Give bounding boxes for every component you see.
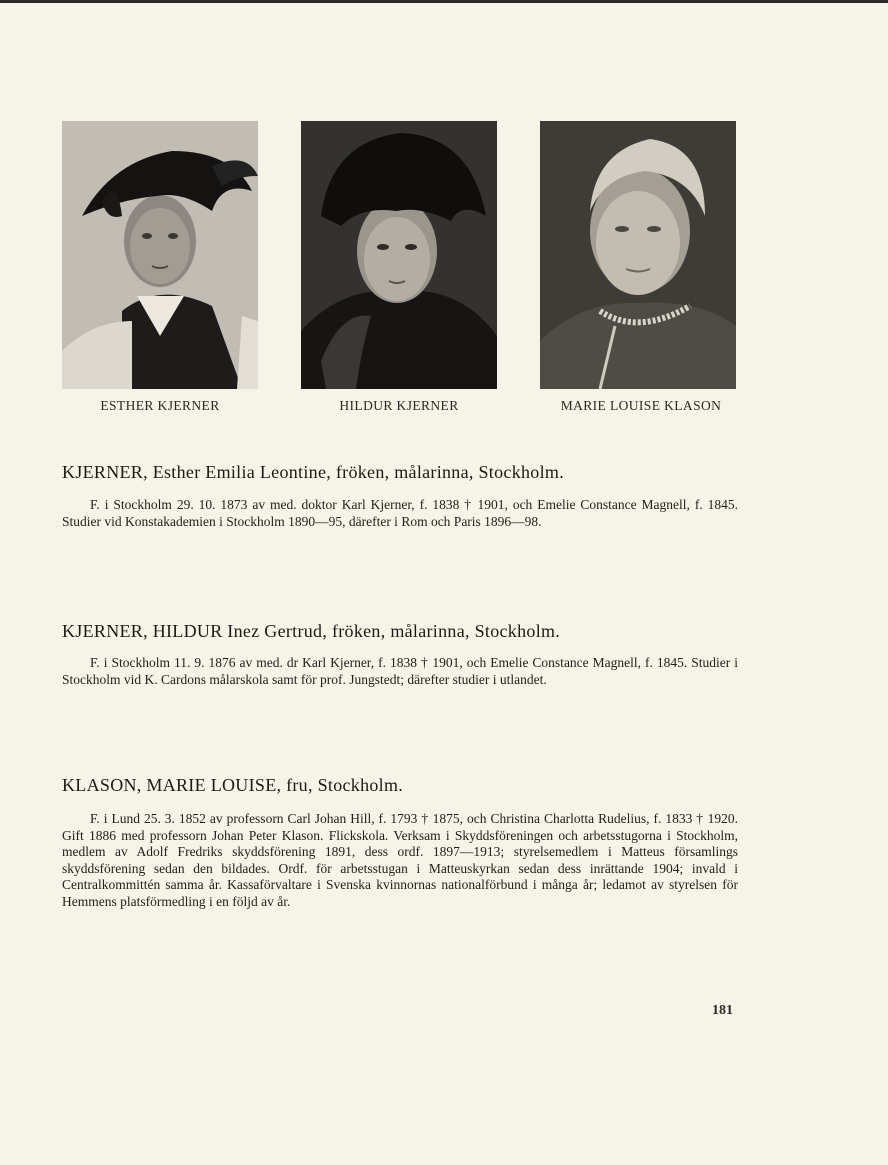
entry-text: F. i Lund 25. 3. 1852 av professorn Carl Johan Hill, f. 1793 † 1875, och Christina Charlotta Rudelius, f. 1833 † 1920. Gift 1886 med professorn Johan Peter Klason. Flickskola. Verksam i Skyddsföreningen och arbetsstugorna i Stockholm, medlem av Adolf Fredriks skyddsförening 1891, dess ordf. 1897—1913; styrelsemedlem i Matteus församlings skyddsförening sedan den bildades. Ordf. för arbetsstugan i Matteuskyrkan sedan dess inrättande 1904; invald i Centralkommittén samma år. Kassaförvaltare i Svenska kvinnornas nationalförbund i många år; ledamot av styrelsen för Hemmens platsförmedling i en följd av år.: [62, 811, 738, 909]
portrait-esther-kjerner: [62, 121, 258, 389]
photo-caption: ESTHER KJERNER: [100, 398, 220, 413]
entry-body-hildur-kjerner: [62, 655, 738, 688]
entry-heading-marie-louise-klason: KLASON, MARIE LOUISE, fru, Stockholm.: [62, 775, 404, 795]
photo-caption: MARIE LOUISE KLASON: [560, 398, 722, 413]
entry-body-esther-kjerner: [62, 497, 738, 530]
portrait-photo-icon: [540, 121, 736, 389]
portrait-marie-louise-klason: [540, 121, 736, 389]
portrait-photo-icon: [62, 121, 258, 389]
page-number: 181: [712, 1003, 733, 1018]
entry-text: F. i Stockholm 29. 10. 1873 av med. doktor Karl Kjerner, f. 1838 † 1901, och Emelie Constance Magnell, f. 1845. Studier vid Konstakademien i Stockholm 1890—95, därefter i Rom och Paris 1896—98.: [62, 497, 738, 529]
portrait-photo-icon: [301, 121, 497, 389]
photo-caption: HILDUR KJERNER: [339, 398, 459, 413]
entry-text: F. i Stockholm 11. 9. 1876 av med. dr Karl Kjerner, f. 1838 † 1901, och Emelie Constance Magnell, f. 1845. Studier i Stockholm vid K. Cardons målarskola samt för prof. Jungstedt; därefter studier i utlandet.: [62, 655, 738, 687]
entry-body-marie-louise-klason: [62, 811, 738, 911]
entry-heading-hildur-kjerner: KJERNER, HILDUR Inez Gertrud, fröken, målarinna, Stockholm.: [62, 621, 561, 641]
portrait-hildur-kjerner: [301, 121, 497, 389]
page-top-edge: [0, 0, 888, 3]
entry-heading-esther-kjerner: KJERNER, Esther Emilia Leontine, fröken, målarinna, Stockholm.: [62, 462, 564, 482]
